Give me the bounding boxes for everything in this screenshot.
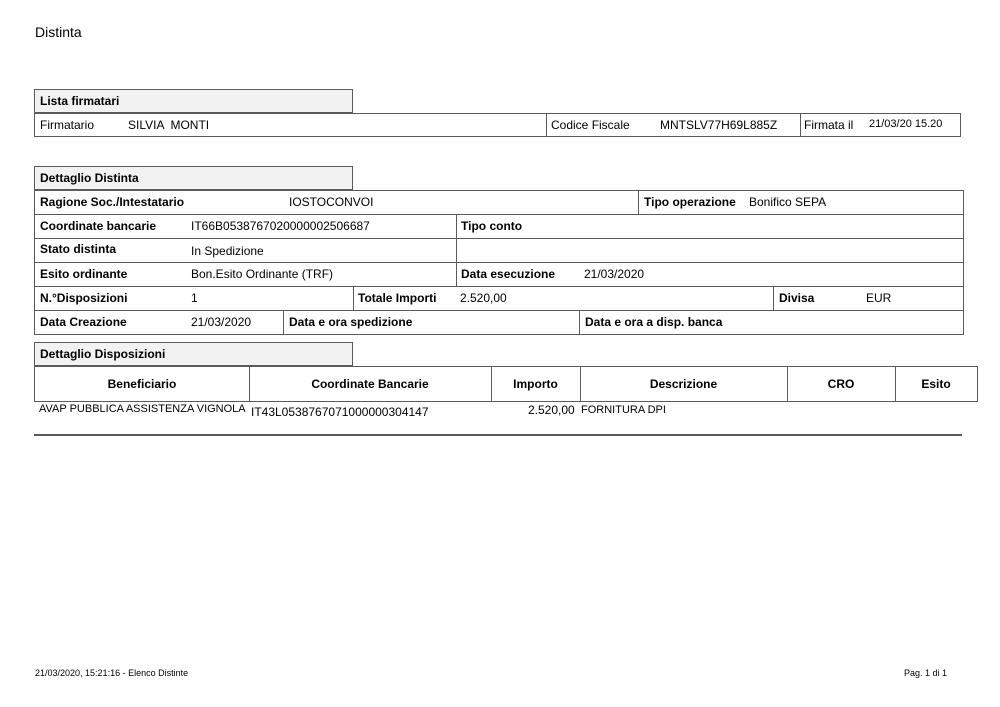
dispositions-label: N.°Disposizioni	[40, 291, 128, 305]
currency-label: Divisa	[779, 291, 815, 305]
signer-label: Firmatario	[40, 118, 95, 132]
operation-type-value: Bonifico SEPA	[749, 195, 827, 209]
col-bank-coords: Coordinate Bancarie	[311, 377, 429, 391]
row-iban: IT43L0538767071000000304147	[251, 405, 429, 419]
signed-date: 21/03/20 15.20	[869, 118, 943, 130]
account-type-label: Tipo conto	[461, 219, 523, 233]
table-bottom-rule	[34, 434, 962, 436]
col-outcome: Esito	[921, 377, 951, 391]
company-value: IOSTOCONVOI	[289, 195, 374, 209]
dispositions-value: 1	[191, 291, 198, 305]
total-label: Totale Importi	[358, 291, 437, 305]
currency-value: EUR	[866, 291, 892, 305]
col-beneficiary: Beneficiario	[107, 377, 177, 391]
row-description: FORNITURA DPI	[581, 404, 666, 416]
footer-left: 21/03/2020, 15:21:16 - Elenco Distinte	[35, 668, 189, 678]
detail-table	[34, 190, 964, 335]
dispositions-section-header: Dettaglio Disposizioni	[34, 342, 353, 366]
col-cro: CRO	[827, 377, 855, 391]
company-label: Ragione Soc./Intestatario	[40, 195, 185, 209]
detail-section-header: Dettaglio Distinta	[34, 166, 353, 190]
signers-section-header: Lista firmatari	[34, 89, 353, 113]
total-value: 2.520,00	[460, 291, 507, 305]
row-beneficiary: AVAP PUBBLICA ASSISTENZA VIGNOLA	[39, 403, 246, 415]
col-description: Descrizione	[649, 377, 718, 391]
signer-name: SILVIA MONTI	[128, 118, 210, 132]
sent-label: Data e ora spedizione	[289, 315, 413, 329]
status-value: In Spedizione	[191, 244, 264, 258]
tax-code-value: MNTSLV77H69L885Z	[660, 118, 778, 132]
page-title: Distinta	[35, 24, 82, 40]
dispositions-table-header	[34, 366, 978, 402]
outcome-label: Esito ordinante	[40, 267, 128, 281]
footer-page-number: Pag. 1 di 1	[904, 668, 948, 678]
operation-type-label: Tipo operazione	[644, 195, 736, 209]
created-label: Data Creazione	[40, 315, 127, 329]
signed-label: Firmata il	[804, 118, 854, 132]
created-value: 21/03/2020	[191, 315, 252, 329]
bank-coords-label: Coordinate bancarie	[40, 219, 157, 233]
col-amount: Importo	[513, 377, 558, 391]
outcome-value: Bon.Esito Ordinante (TRF)	[191, 267, 334, 281]
execution-date-label: Data esecuzione	[461, 267, 556, 281]
bank-avail-label: Data e ora a disp. banca	[585, 315, 723, 329]
row-amount: 2.520,00	[528, 403, 575, 417]
bank-coords-value: IT66B0538767020000002506687	[191, 219, 370, 233]
execution-date-value: 21/03/2020	[584, 267, 645, 281]
table-row	[34, 402, 978, 426]
status-label: Stato distinta	[40, 242, 117, 256]
signers-row	[34, 113, 961, 137]
tax-code-label: Codice Fiscale	[551, 118, 630, 132]
